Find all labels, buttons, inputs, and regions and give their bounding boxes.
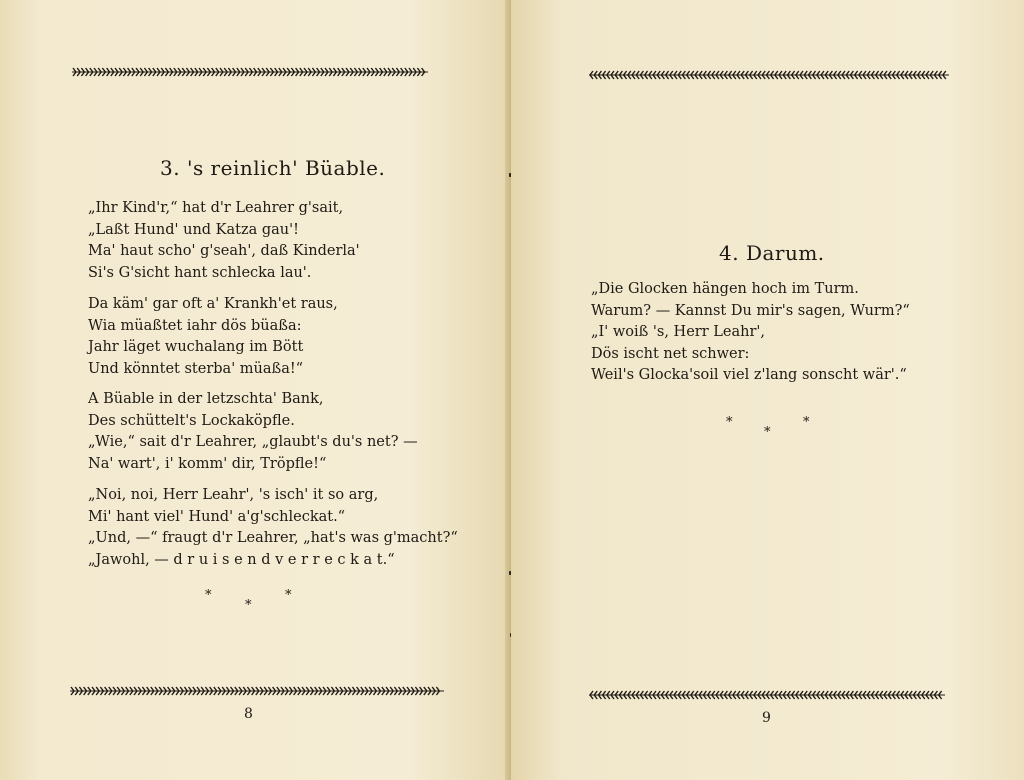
chevron-border-icon xyxy=(589,70,949,80)
page-number-right: 9 xyxy=(762,710,771,726)
left-page xyxy=(0,0,511,780)
poem-body-right xyxy=(591,279,910,387)
verse-line: A Büable in der letzschta' Bank, xyxy=(88,391,324,407)
page-number-left: 8 xyxy=(244,706,253,722)
star-icon: * xyxy=(205,588,212,603)
verse-line: „Ihr Kind'r,“ hat d'r Leahrer g'sait, xyxy=(88,200,344,216)
star-icon: * xyxy=(803,415,810,430)
chevron-border-icon xyxy=(72,67,428,77)
chevron-border-icon xyxy=(589,690,945,700)
verse-line: Da käm' gar oft a' Krankh'et raus, xyxy=(88,296,338,312)
verse-line: „Laßt Hund' und Katza gau'! xyxy=(88,221,299,238)
star-icon: * xyxy=(764,425,771,440)
verse-line: Wia müaßtet iahr dös büaßa: xyxy=(88,317,302,334)
poem-title-right: 4. Darum. xyxy=(719,241,825,265)
bottom-ornament-right xyxy=(589,690,945,700)
bottom-ornament-left xyxy=(70,686,444,696)
verse-line: „Und, —“ fraugt d'r Leahrer, „hat's was g'macht?“ xyxy=(88,530,458,546)
verse-line: Weil's Glocka'soil viel z'lang sonscht wär'.“ xyxy=(591,367,907,383)
verse-line: Ma' haut scho' g'seah', daß Kinderla' xyxy=(88,243,360,259)
verse-line: Na' wart', i' komm' dir, Tröpfle!“ xyxy=(88,455,327,472)
stanza-2 xyxy=(88,294,338,380)
verse-line: „I' woiß 's, Herr Leahr', xyxy=(591,324,765,340)
chevron-border-icon xyxy=(70,686,444,696)
verse-line: Jahr läget wuchalang im Bött xyxy=(88,339,304,355)
verse-line: Dös ischt net schwer: xyxy=(591,345,750,362)
star-icon: * xyxy=(726,415,733,430)
stanza-1 xyxy=(88,198,360,284)
stanza-3 xyxy=(88,389,418,475)
verse-line: Si's G'sicht hant schlecka lau'. xyxy=(88,264,312,281)
right-page xyxy=(511,0,1024,780)
verse-line: Mi' hant viel' Hund' a'g'schleckat.“ xyxy=(88,508,346,525)
stanza-4 xyxy=(88,485,458,571)
top-ornament-left xyxy=(72,67,428,77)
star-icon: * xyxy=(285,588,292,603)
verse-line: Des schüttelt's Lockaköpfle. xyxy=(88,412,295,429)
verse-line: Und könntet sterba' müaßa!“ xyxy=(88,360,304,377)
verse-line: „Wie,“ sait d'r Leahrer, „glaubt's du's net? — xyxy=(88,434,418,450)
star-icon: * xyxy=(245,598,252,613)
top-ornament-right xyxy=(589,70,949,80)
verse-line: „Noi, noi, Herr Leahr', 's isch' it so arg, xyxy=(88,487,379,503)
verse-line: Warum? — Kannst Du mir's sagen, Wurm?“ xyxy=(591,302,910,319)
poem-title-left: 3. 's reinlich' Büable. xyxy=(160,156,386,180)
verse-line: „Jawohl, — d r u i s e n d v e r r e c k a t.“ xyxy=(88,551,395,568)
verse-line: „Die Glocken hängen hoch im Turm. xyxy=(591,281,859,297)
